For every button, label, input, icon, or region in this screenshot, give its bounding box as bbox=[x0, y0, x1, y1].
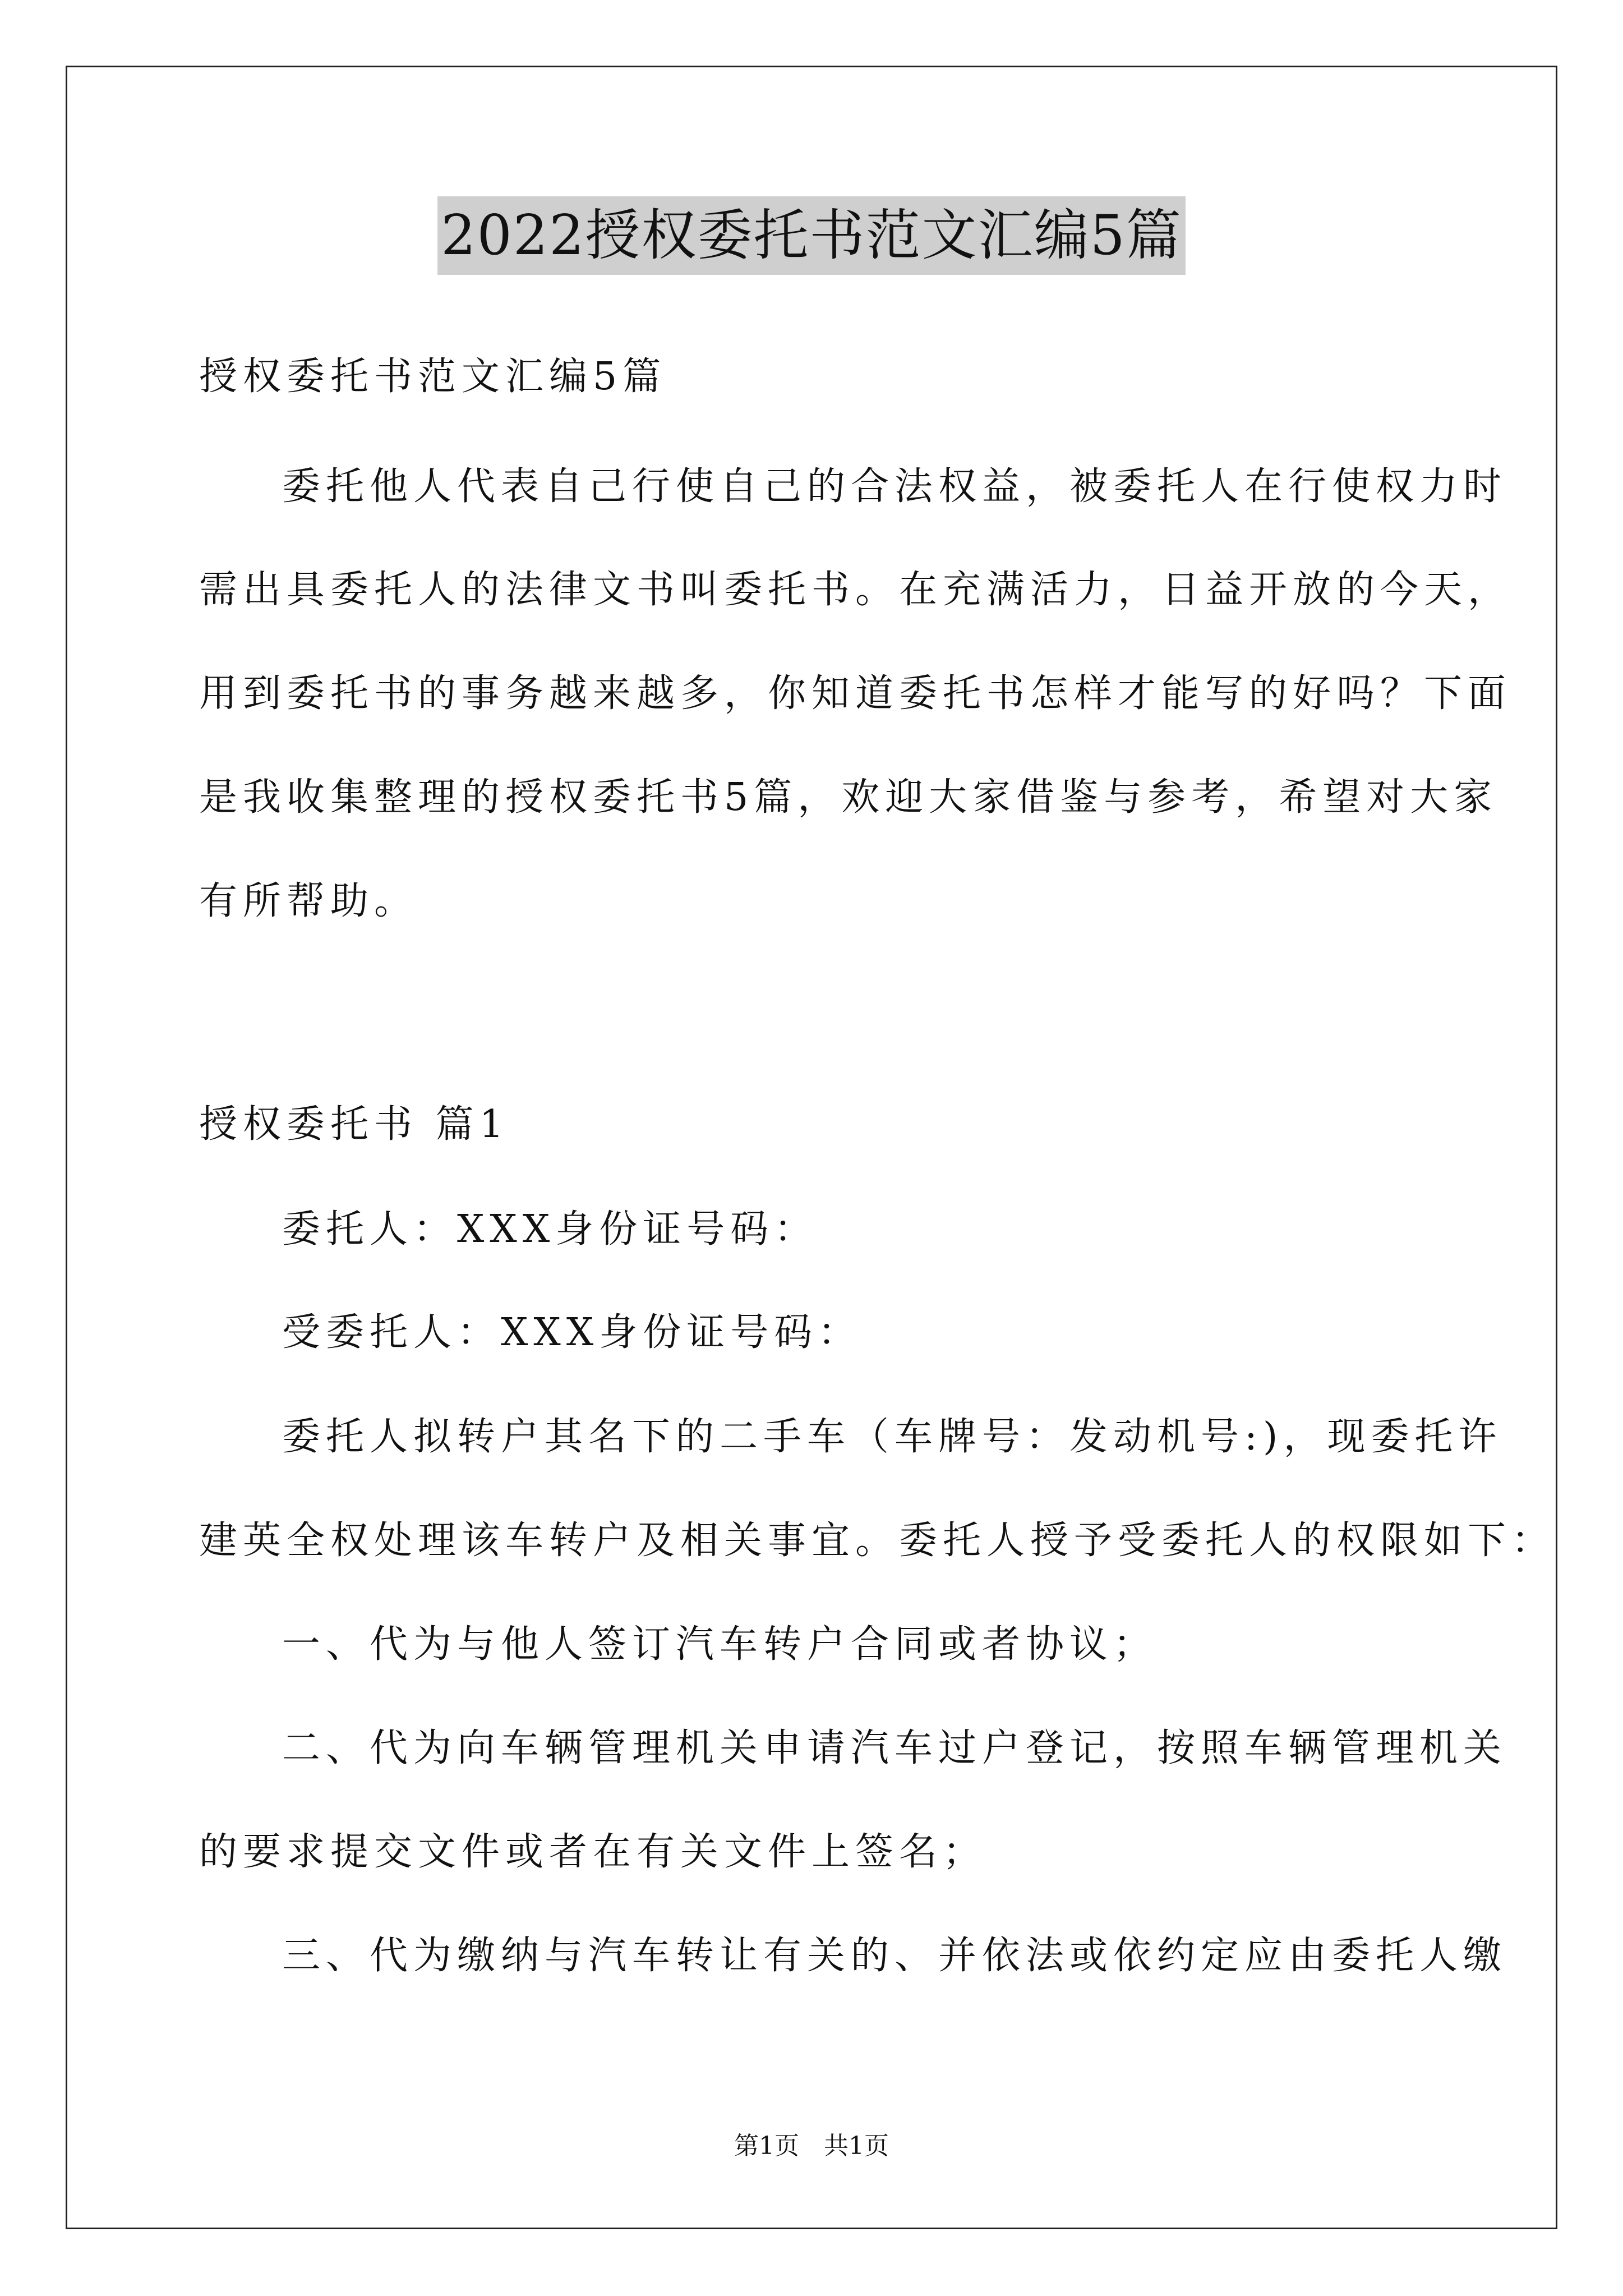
title-wrap bbox=[0, 196, 1623, 275]
paragraph-line: 用到委托书的事务越来越多，你知道委托书怎样才能写的好吗？下面 bbox=[199, 671, 1512, 716]
paragraph-line: 是我收集整理的授权委托书5篇，欢迎大家借鉴与参考，希望对大家 bbox=[199, 775, 1498, 820]
subtitle-line: 授权委托书范文汇编5篇 bbox=[199, 355, 667, 399]
page-footer: 第1页 共1页 bbox=[734, 2132, 889, 2160]
paragraph-line: 委托人：XXX身份证号码： bbox=[282, 1207, 818, 1251]
paragraph-line: 三、代为缴纳与汽车转让有关的、并依法或依约定应由委托人缴 bbox=[282, 1934, 1507, 1978]
paragraph-line: 建英全权处理该车转户及相关事宜。委托人授予受委托人的权限如下： bbox=[199, 1519, 1556, 1563]
paragraph-line: 委托人拟转户其名下的二手车（车牌号：发动机号:)，现委托许 bbox=[282, 1415, 1502, 1459]
paragraph-line: 受委托人：XXX身份证号码： bbox=[282, 1310, 862, 1355]
paragraph-line: 有所帮助。 bbox=[199, 879, 418, 923]
document-title: 2022授权委托书范文汇编5篇 bbox=[437, 196, 1186, 275]
paragraph-line: 一、代为与他人签订汽车转户合同或者协议； bbox=[282, 1622, 1158, 1667]
paragraph-line: 需出具委托人的法律文书叫委托书。在充满活力，日益开放的今天， bbox=[199, 568, 1512, 612]
paragraph-line: 委托他人代表自己行使自己的合法权益，被委托人在行使权力时 bbox=[282, 464, 1507, 509]
paragraph-line: 二、代为向车辆管理机关申请汽车过户登记，按照车辆管理机关 bbox=[282, 1726, 1507, 1770]
paragraph-line: 的要求提交文件或者在有关文件上签名； bbox=[199, 1830, 987, 1874]
section-heading: 授权委托书 篇1 bbox=[199, 1102, 509, 1147]
